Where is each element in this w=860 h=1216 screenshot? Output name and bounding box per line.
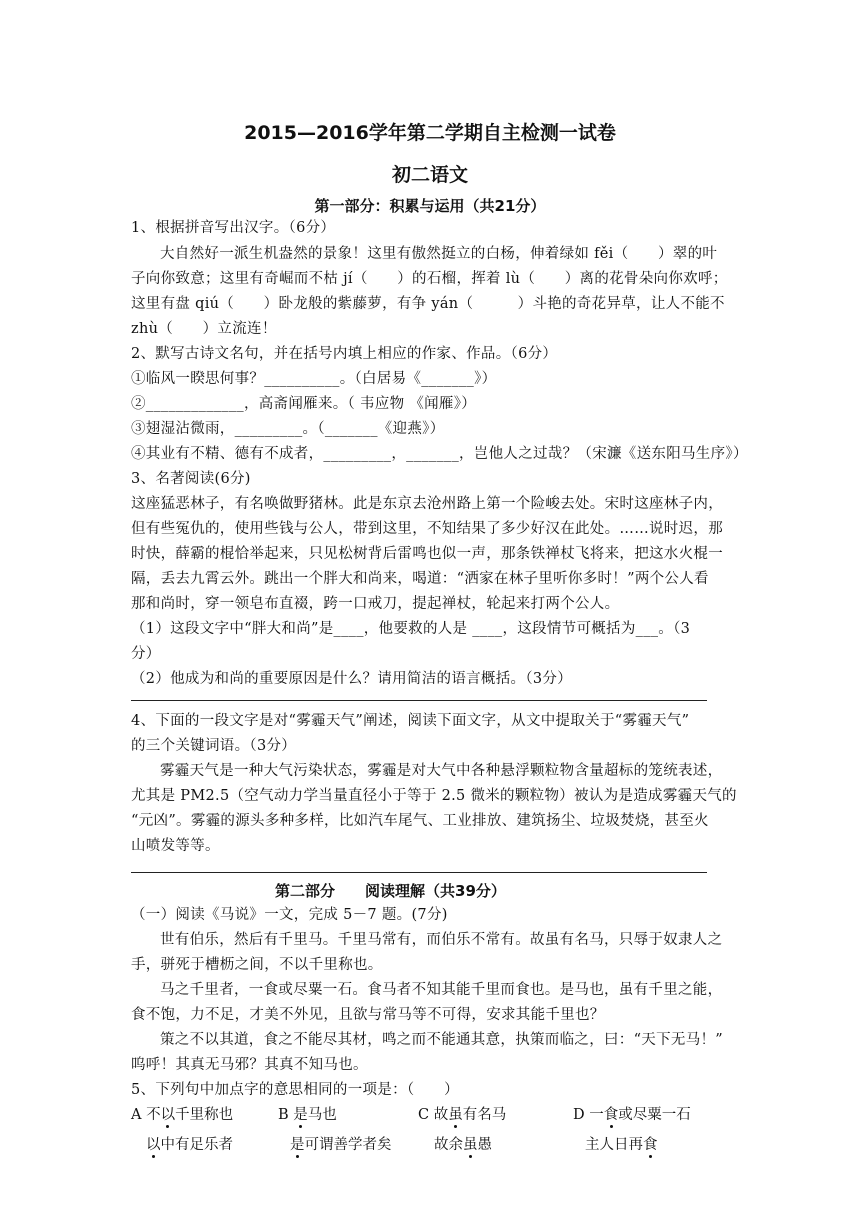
option-text: 千里称也 bbox=[175, 1107, 234, 1123]
q2-line: ④其业有不精、德有不成者，_________，_______，岂他人之过哉？（宋濂《送东阳马生序》） bbox=[131, 446, 748, 462]
q1-line: 大自然好一派生机盎然的景象！这里有傲然挺立的白杨，伸着绿如 fěi（ ）翠的叶 bbox=[160, 246, 718, 262]
q1-line: 子向你致意；这里有奇崛而不枯 jí（ ）的石榴，挥着 lù（ ）离的花骨朵向你欢呼； bbox=[131, 271, 728, 287]
option-text: 可谓善学者矣 bbox=[304, 1137, 392, 1153]
q3-passage-line: 那和尚时，穿一领皂布直裰，跨一口戒刀，提起禅杖，轮起来打两个公人。 bbox=[131, 596, 620, 612]
option-b-second bbox=[290, 1136, 392, 1154]
q3-passage-line: 时快，薛霸的棍恰举起来，只见松树背后雷鸣也似一声，那条铁禅杖飞将来，把这水火棍一 bbox=[131, 546, 723, 562]
option-text: 故余 bbox=[434, 1137, 463, 1153]
q3-subquestion-1-cont: 分） bbox=[131, 646, 161, 662]
q2-line: ①临风一睽思何事？__________。（白居易《_______》） bbox=[131, 371, 497, 387]
q3-passage-line: 但有些冤仇的，使用些钱与公人，带到这里，不知结果了多少好汉在此处。……说时迟，那 bbox=[131, 521, 723, 537]
q2-line: ③翅湿沾微雨，_________。（_______《迎燕》） bbox=[131, 421, 445, 437]
q3-subquestion-1: （1）这段文字中“胖大和尚”是____，他要救的人是 ____，这段情节可概括为___。（3 bbox=[131, 621, 691, 637]
q3-subquestion-2: （2）他成为和尚的重要原因是什么？请用简洁的语言概括。（3分） bbox=[131, 671, 572, 687]
option-text: 中有足乐者 bbox=[160, 1137, 233, 1153]
option-d bbox=[573, 1106, 691, 1124]
option-text: 有名马 bbox=[462, 1107, 507, 1123]
mashuo-line: 食不饱，力不足，才美不外见，且欲与常马等不可得，安求其能千里也？ bbox=[131, 1007, 605, 1023]
mashuo-line: 策之不以其道，食之不能尽其材，鸣之而不能通其意，执策而临之，曰：“天下无马！” bbox=[160, 1032, 724, 1048]
q2-stem: 2、默写古诗文名句，并在括号内填上相应的作家、作品。（6分） bbox=[131, 346, 558, 362]
option-text: A 不 bbox=[131, 1107, 161, 1123]
mashuo-line: 马之千里者，一食或尽粟一石。食马者不知其能千里而食也。是马也，虽有千里之能， bbox=[160, 982, 723, 998]
option-text: B bbox=[278, 1107, 294, 1123]
answer-line bbox=[131, 700, 707, 701]
answer-line bbox=[131, 872, 707, 873]
reading-intro: （一）阅读《马说》一文，完成 5－7 题。(7分) bbox=[131, 907, 448, 923]
dotted-char: 是 bbox=[293, 1107, 308, 1123]
part2-heading: 第二部分 阅读理解（共39分） bbox=[275, 882, 506, 900]
q4-stem-cont: 的三个关键词语。（3分） bbox=[131, 738, 297, 754]
q1-stem: 1、根据拼音写出汉字。（6分） bbox=[131, 220, 336, 236]
option-text: 愚 bbox=[477, 1137, 492, 1153]
q4-passage-line: 山喷发等等。 bbox=[131, 838, 220, 854]
mashuo-line: 手，骈死于槽枥之间，不以千里称也。 bbox=[131, 957, 383, 973]
option-a-second bbox=[146, 1136, 233, 1154]
dotted-char: 食 bbox=[643, 1137, 658, 1153]
mashuo-line: 世有伯乐，然后有千里马。千里马常有，而伯乐不常有。故虽有名马，只辱于奴隶人之 bbox=[160, 932, 723, 948]
q4-passage-line: 尤其是 PM2.5（空气动力学当量直径小于等于 2.5 微米的颗粒物）被认为是造成雾霾天气的 bbox=[131, 788, 737, 804]
q1-line: zhù（ ）立流连！ bbox=[131, 321, 277, 337]
option-text: D 一 bbox=[573, 1107, 604, 1123]
q3-stem: 3、名著阅读(6分) bbox=[131, 471, 251, 487]
q4-passage-line: 雾霾天气是一种大气污染状态，雾霾是对大气中各种悬浮颗粒物含量超标的笼统表述， bbox=[160, 763, 723, 779]
dotted-char: 虽 bbox=[448, 1107, 463, 1123]
dotted-char: 以 bbox=[146, 1137, 161, 1153]
dotted-char: 是 bbox=[290, 1137, 305, 1153]
subject-title: 初二语文 bbox=[391, 164, 468, 186]
dotted-char: 食 bbox=[603, 1107, 619, 1123]
exam-title: 2015—2016学年第二学期自主检测一试卷 bbox=[244, 122, 616, 144]
option-text: 马也 bbox=[307, 1107, 337, 1123]
q2-line: ②_____________，高斋闻雁来。（ 韦应物 《闻雁》） bbox=[131, 396, 477, 412]
q4-stem: 4、下面的一段文字是对“雾霾天气”阐述，阅读下面文字，从文中提取关于“雾霾天气” bbox=[131, 713, 690, 729]
option-c bbox=[418, 1106, 506, 1124]
option-a bbox=[131, 1106, 233, 1124]
option-text: 或尽粟一石 bbox=[618, 1107, 691, 1123]
option-c-second bbox=[434, 1136, 492, 1154]
dotted-char: 以 bbox=[160, 1107, 176, 1123]
q1-line: 这里有盘 qiú（ ）卧龙般的紫藤萝，有争 yán（ ）斗艳的奇花异草，让人不能不 bbox=[131, 296, 725, 312]
part1-heading: 第一部分：积累与运用（共21分） bbox=[314, 197, 546, 215]
option-d-second bbox=[585, 1136, 658, 1154]
option-text: C 故 bbox=[418, 1107, 449, 1123]
option-text: 主人日再 bbox=[585, 1137, 643, 1153]
q3-passage-line: 这座猛恶林子，有名唤做野猪林。此是东京去沧州路上第一个险峻去处。宋时这座林子内， bbox=[131, 496, 723, 512]
q5-stem: 5、下列句中加点字的意思相同的一项是：（ ） bbox=[131, 1082, 459, 1098]
q3-passage-line: 隔，丢去九霄云外。跳出一个胖大和尚来，喝道：“洒家在林子里听你多时！”两个公人看 bbox=[131, 571, 709, 587]
option-b bbox=[278, 1106, 337, 1124]
mashuo-line: 呜呼！其真无马邪？其真不知马也。 bbox=[131, 1057, 368, 1073]
dotted-char: 虽 bbox=[463, 1137, 478, 1153]
q4-passage-line: “元凶”。雾霾的源头多种多样，比如汽车尾气、工业排放、建筑扬尘、垃圾焚烧，甚至火 bbox=[131, 813, 709, 829]
